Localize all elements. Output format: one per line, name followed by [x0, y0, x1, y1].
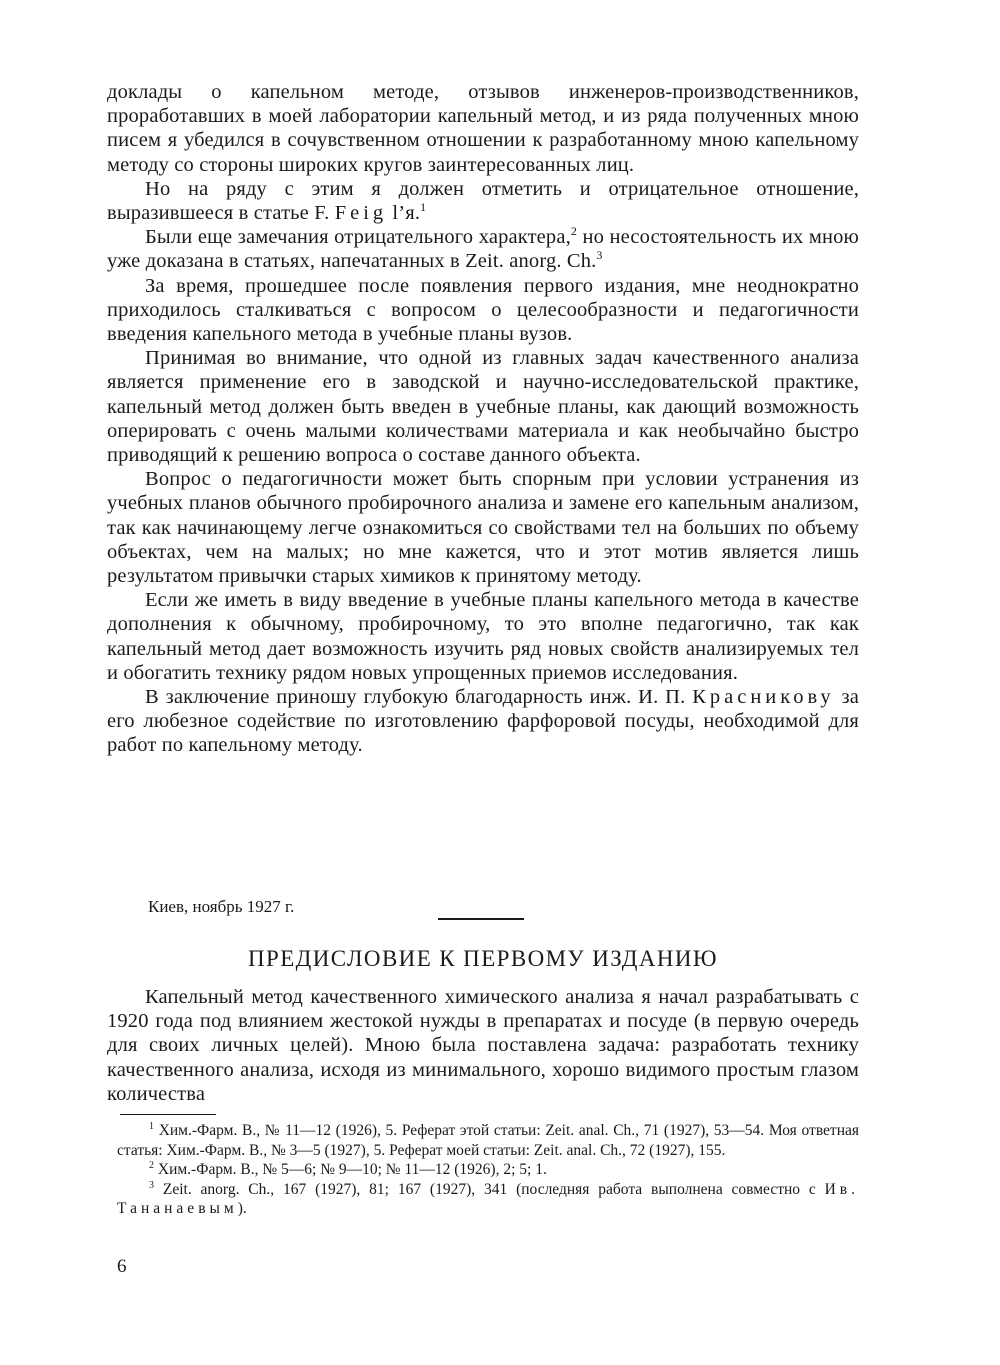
paragraph-6-text: Вопрос о педагогичности может быть спорным при условии устранения из учебных планов обычного пробирочного анализа и замене его капельным анализом, так как начинающему легче ознакомиться со свойствами тел на больших по объему объектах, чем на малых; но мне кажется, что и этот мотив является лишь результатом привычки старых химиков к принятому методу. [107, 468, 859, 588]
paragraph-8-text-a: В заключение приношу глубокую благодарность инж. И. П. [145, 686, 686, 709]
footnotes [117, 1121, 859, 1219]
paragraph-1-text: доклады о капельном методе, отзывов инженеров-производственников, проработавших в моей лаборатории капельный метод, и из ряда полученных мною писем я убедился в сочувственном отношении к разработанному мною капельному методу со стороны широких кругов заинтересованных лиц. [107, 81, 859, 176]
body-text [107, 80, 859, 758]
footnote-2 [117, 1160, 859, 1180]
section-paragraph-1: Капельный метод качественного химического анализа я начал разрабатывать с 1920 года под влиянием жестокой нужды в препаратах и посуде (в первую очередь для своих личных целей). Мною была поставлена задача: разработать технику качественного анализа, исходя из минимального, хорошо видимого простым глазом количества [107, 986, 859, 1105]
footnote-3 [117, 1180, 859, 1219]
paragraph-3-text-b: но несостоятельность их мною уже доказана в статьях, напечатанных в Zeit. anorg. Ch. [107, 226, 859, 273]
paragraph-4 [107, 274, 859, 347]
paragraph-3 [107, 225, 859, 273]
section-divider [438, 918, 524, 920]
footnote-divider [120, 1114, 216, 1115]
author-name-feigl: Feig [334, 202, 388, 225]
footnote-1-text: Хим.-Фарм. В., № 11—12 (1926), 5. Реферат этой статьи: Zeit. anal. Ch., 71 (1927), 53—54. Моя ответная статья: Хим.-Фарм. В., № 3—5 (1927), 5. Реферат моей статьи: Zeit. anal. Ch., 72 (1927), 155. [117, 1122, 859, 1159]
footnote-ref-2[interactable]: 2 [570, 224, 578, 239]
paragraph-5-text: Принимая во внимание, что одной из главных задач качественного анализа является применение его в заводской и научно-исследовательской практике, капельный метод должен быть введен в учебные планы, как дающий возможность оперировать с очень малыми количествами материала и как необычайно быстро приводящий к решению вопроса о составе данного объекта. [107, 347, 859, 467]
paragraph-1 [107, 80, 859, 177]
paragraph-3-text-a: Были еще замечания отрицательного характера, [145, 226, 571, 249]
paragraph-7 [107, 588, 859, 685]
footnote-ref-1[interactable]: 1 [420, 200, 427, 215]
footnote-3-mark: 3 [149, 1179, 154, 1191]
footnote-ref-3[interactable]: 3 [596, 248, 603, 263]
footnote-1-mark: 1 [149, 1120, 154, 1132]
paragraph-2 [107, 177, 859, 225]
footnote-3-suffix: ). [237, 1200, 247, 1217]
footnote-2-mark: 2 [149, 1159, 154, 1171]
page-number: 6 [117, 1256, 127, 1277]
author-name-suffix: l’я. [392, 202, 421, 225]
section-text [107, 985, 859, 1106]
signoff-place-date: Киев, ноябрь 1927 г. [148, 897, 295, 916]
paragraph-6 [107, 467, 859, 588]
paragraph-4-text: За время, прошедшее после появления первого издания, мне неоднократно приходилось сталкиваться с вопросом о целесообразности и педагогичности введения капельного метода в учебные планы вузов. [107, 274, 859, 346]
person-name-tananaev: Ив. Тананаевым [117, 1180, 859, 1217]
person-name-krasnikov: Красникову [692, 686, 835, 709]
paragraph-8 [107, 685, 859, 758]
footnote-2-text: Хим.-Фарм. В., № 5—6; № 9—10; № 11—12 (1926), 2; 5; 1. [157, 1161, 547, 1178]
footnote-1 [117, 1121, 859, 1160]
paragraph-2-text: Но на ряду с этим я должен отметить и отрицательное отношение, выразившееся в статье F. [107, 177, 859, 225]
footnote-3-text: Zeit. anorg. Ch., 167 (1927), 81; 167 (1927), 341 (последняя работа выполнена совместно с [162, 1180, 816, 1198]
paragraph-7-text: Если же иметь в виду введение в учебные планы капельного метода в качестве дополнения к обычному, пробирочному, то это вполне педагогично, так как капельный метод дает возможность изучить ряд новых свойств анализируемых тел и обогатить технику рядом новых упрощенных приемов исследования. [107, 589, 859, 684]
section-heading: ПРЕДИСЛОВИЕ К ПЕРВОМУ ИЗДАНИЮ [248, 946, 718, 971]
paragraph-5 [107, 346, 859, 467]
paragraph-8-text-b: за его любезное содействие по изготовлению фарфоровой посуды, необходимой для работ по капельному методу. [107, 686, 859, 757]
